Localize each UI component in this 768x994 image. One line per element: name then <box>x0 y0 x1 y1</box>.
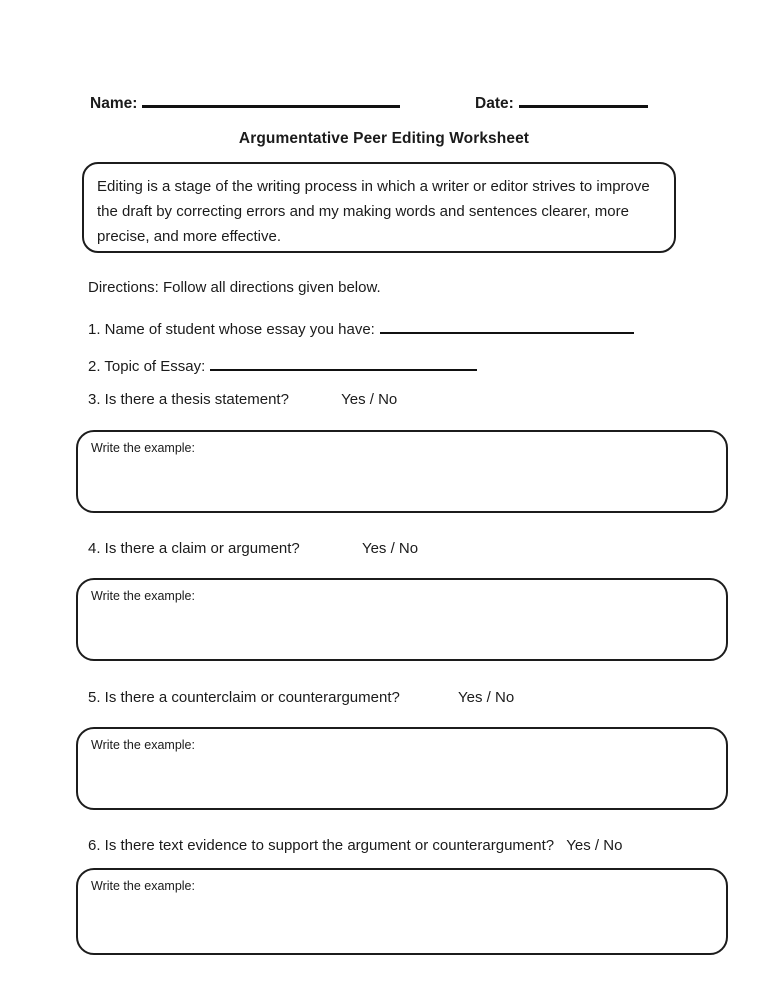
name-label: Name: <box>90 95 138 112</box>
answer-box-3[interactable] <box>76 430 728 513</box>
field-label: 1. Name of student whose essay you have: <box>88 321 375 338</box>
page-title: Argumentative Peer Editing Worksheet <box>238 130 530 147</box>
date-blank-line[interactable] <box>519 91 648 108</box>
answer-box-5[interactable] <box>76 727 728 810</box>
yes-no-options[interactable]: Yes / No <box>458 689 515 706</box>
answer-box-prompt: Write the example: <box>91 879 195 893</box>
question-text: 6. Is there text evidence to support the argument or counterargument? <box>88 837 555 854</box>
question-row-6 <box>88 837 622 854</box>
date-field-row <box>475 91 648 113</box>
field-row-essay-topic <box>88 354 477 375</box>
question-row-5 <box>88 689 514 706</box>
answer-box-prompt: Write the example: <box>91 589 195 603</box>
name-field-row <box>90 91 400 113</box>
question-text: 3. Is there a thesis statement? <box>88 391 289 408</box>
answer-box-prompt: Write the example: <box>91 441 195 455</box>
date-label: Date: <box>475 95 514 112</box>
directions-text: Directions: Follow all directions given below. <box>88 279 381 296</box>
intro-text: Editing is a stage of the writing process in which a writer or editor strives to improve the draft by correcting errors and my making words and sentences clearer, more precise, and more effective. <box>97 178 650 245</box>
question-row-4 <box>88 540 418 557</box>
essay-topic-blank-line[interactable] <box>210 354 477 371</box>
student-name-blank-line[interactable] <box>380 317 634 334</box>
yes-no-options[interactable]: Yes / No <box>341 391 398 408</box>
field-row-student-name <box>88 317 634 338</box>
intro-box <box>82 162 676 253</box>
answer-box-6[interactable] <box>76 868 728 955</box>
yes-no-options[interactable]: Yes / No <box>566 837 623 854</box>
answer-box-4[interactable] <box>76 578 728 661</box>
yes-no-options[interactable]: Yes / No <box>361 540 419 557</box>
field-label: 2. Topic of Essay: <box>88 358 206 375</box>
answer-box-prompt: Write the example: <box>91 738 195 752</box>
question-row-3 <box>88 391 397 408</box>
question-text: 5. Is there a counterclaim or counterargument? <box>88 689 400 706</box>
question-text: 4. Is there a claim or argument? <box>88 540 300 557</box>
name-blank-line[interactable] <box>142 91 400 108</box>
